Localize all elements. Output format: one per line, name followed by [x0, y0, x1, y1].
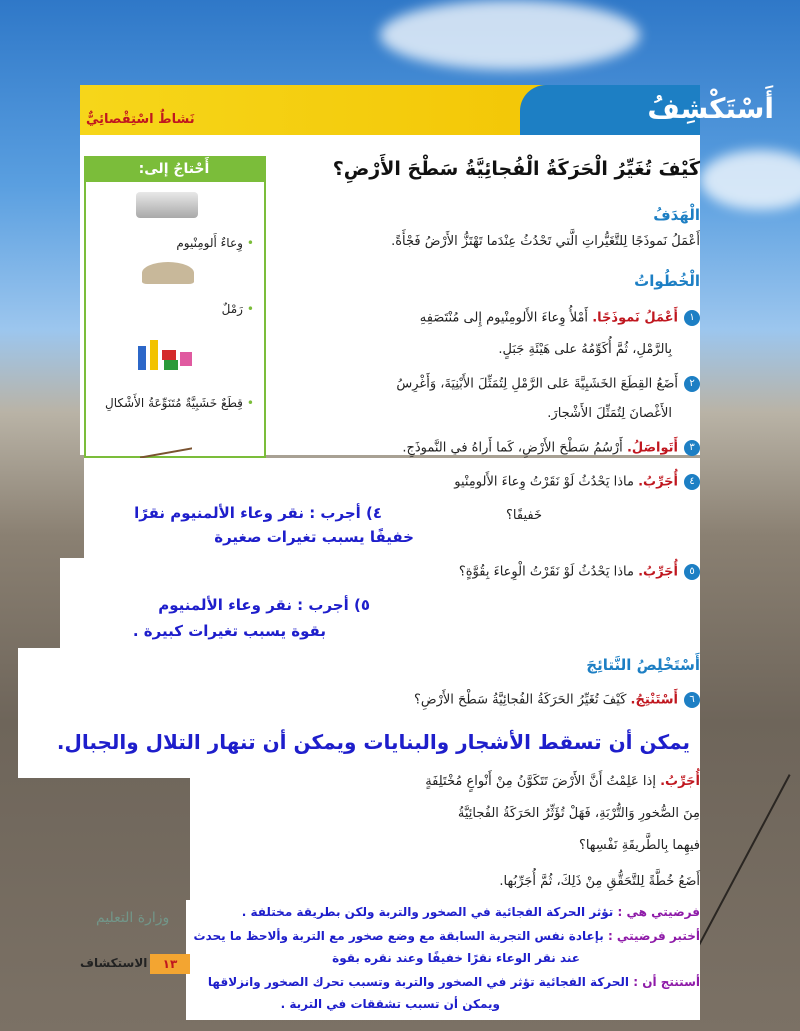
step-text: ماذا يَحْدُثُ لَوْ نَقَرْتُ وِعاءَ الأَلومِنْيو	[454, 474, 634, 490]
hypothesis-2	[194, 929, 700, 943]
step-number: ٤	[684, 474, 700, 490]
experiment-key: أُجَرِّبُ.	[660, 774, 700, 789]
activity-label: نَشاطٌ اسْتِقْصائِيٌّ	[86, 112, 195, 127]
step-text: ماذا يَحْدُثُ لَوْ نَقَرْتُ الْوِعاءَ بِقُوَّةٍ؟	[458, 564, 634, 580]
ministry-logo-watermark: وزارة التعليم	[96, 910, 170, 926]
step-number: ٢	[684, 376, 700, 392]
answer-5-line2: بقوة يسبب تغيرات كبيرة .	[132, 622, 326, 640]
hypothesis-label: أختبر فرضيتي :	[607, 929, 700, 943]
hypothesis-label: فرضيتي هي :	[617, 905, 700, 919]
step-1	[420, 310, 700, 326]
aluminum-tray-image	[136, 192, 198, 218]
step-key: أَتَواصَلُ.	[626, 440, 678, 456]
experiment-text: إذا عَلِمْتُ أَنَّ الأَرْضَ تَتَكَوَّنُ مِنْ أَنْواعٍ مُخْتَلِفَةٍ	[425, 774, 656, 789]
hypothesis-3	[208, 975, 700, 989]
step-3	[402, 440, 700, 456]
inquiry-question: كَيْفَ تُغَيِّرُ الْحَرَكَةُ الْفُجائِيَّةُ سَطْحَ الأَرْضِ؟	[332, 158, 700, 180]
page-number	[150, 954, 190, 974]
step-5	[459, 564, 700, 580]
page-number-text: ١٣	[162, 957, 178, 971]
experiment-line3: فيهِما بِالطَّريقَةِ نَفْسِها؟	[578, 838, 700, 853]
hypothesis-text: الحركة الفجائية تؤثر في الصخور والتربة وتسبب تحرك الصخور وانزلاقها	[207, 975, 630, 989]
sand-pile-image	[142, 262, 194, 284]
step-6	[414, 692, 700, 708]
step-number: ٣	[684, 440, 700, 456]
step-2-cont: الأَغْصانَ لِتُمَثِّلَ الأَشْجارَ.	[547, 406, 672, 421]
goal-text: أَعْمَلُ نَموذَجًا لِلتَّغَيُّراتِ الَّتي تَحْدُثُ عِنْدَما تَهْتَزُّ الأَرْضُ فَجْأَةً.	[391, 234, 700, 249]
hypothesis-3-cont: ويمكن أن تسبب تشققات في التربة .	[280, 997, 500, 1011]
hypothesis-1	[242, 905, 700, 919]
step-text: أَمْلأُ وِعاءَ الأَلومِنْيوم إِلى مُنْتَصَفِهِ	[419, 310, 589, 326]
step-4-cont: خَفيفًا؟	[506, 508, 542, 523]
step-2	[396, 376, 700, 392]
conclude-heading: أَسْتَخْلِصُ النَّتائِجَ	[586, 656, 700, 674]
step-key: أَعْمَلُ نَموذَجًا.	[592, 310, 678, 326]
step-key: أُجَرِّبُ.	[638, 474, 678, 490]
answer-6: يمكن أن تسقط الأشجار والبنايات ويمكن أن تنهار التلال والجبال.	[56, 730, 690, 754]
hypothesis-text: تؤثر الحركة الفجائية في الصخور والتربة ولكن بطريقة مختلفة .	[241, 905, 614, 919]
material-item: • قِطَعٌ خَشَبِيَّةٌ مُتَنَوِّعَةُ الأَشْكالِ	[105, 396, 254, 410]
material-item: • وِعاءٌ أَلومِنْيوم	[176, 236, 254, 250]
hypothesis-2-cont: عند نقر الوعاء نقرًا خفيفًا وعند نقره بقوة	[332, 951, 580, 965]
hypothesis-text: بإعادة نفس التجربة السابقة مع وضع صخور مع التربة وألاحظ ما يحدث	[193, 929, 604, 943]
materials-title: أَحْتاجُ إلى:	[84, 156, 264, 182]
step-text: كَيْفَ تُغَيِّرُ الحَرَكَةُ الفُجائِيَّةُ سَطْحَ الأَرْضِ؟	[413, 692, 627, 708]
step-number: ٦	[684, 692, 700, 708]
step-text: أَضَعُ القِطَعَ الخَشَبِيَّةَ عَلى الرَّمْلِ لِتُمَثِّلَ الأَبْنِيَةَ، وَأَغْرِسُ	[396, 376, 678, 392]
footer-section-label: الاستكشاف	[80, 956, 148, 970]
steps-heading: الْخُطُواتُ	[634, 272, 700, 290]
answer-4-line2: خفيفًا يسبب تغيرات صغيرة	[214, 528, 414, 546]
step-4	[454, 474, 700, 490]
material-item: • رَمْلٌ	[222, 302, 254, 316]
answer-5-line1: ٥) أجرب : نقر وعاء الألمنيوم	[158, 596, 370, 614]
step-number: ٥	[684, 564, 700, 580]
step-key: أَسْتَنْتِجُ.	[630, 692, 678, 708]
step-number: ١	[684, 310, 700, 326]
hypothesis-label: أستنتج أن :	[633, 975, 700, 989]
goal-heading: الْهَدَفُ	[653, 206, 700, 224]
experiment-line1	[425, 774, 700, 789]
cloud	[380, 0, 640, 70]
answer-4-line1: ٤) أجرب : نقر وعاء الألمنيوم نقرًا	[134, 504, 382, 522]
step-key: أُجَرِّبُ.	[638, 564, 678, 580]
step-text: أَرْسُمُ سَطْحَ الأَرْضِ، كَما أَراهُ في النَّموذَجِ.	[402, 440, 623, 456]
page-title: أَسْتَكْشِفُ	[647, 92, 774, 125]
step-1-cont: بِالرَّمْلِ، ثُمَّ أُكَوِّمُهُ على هَيْئَةِ جَبَلٍ.	[498, 342, 672, 357]
experiment-line2: مِنَ الصُّخورِ وَالتُّرْبَةِ، فَهَلْ تُؤَثِّرُ الحَرَكَةُ الفُجائِيَّةُ	[457, 806, 700, 821]
experiment-line4: أَضَعُ خُطَّةً لِلتَّحَقُّقِ مِنْ ذَلِكَ، ثُمَّ أُجَرِّبُها.	[499, 874, 700, 889]
wood-blocks-image	[138, 338, 194, 374]
